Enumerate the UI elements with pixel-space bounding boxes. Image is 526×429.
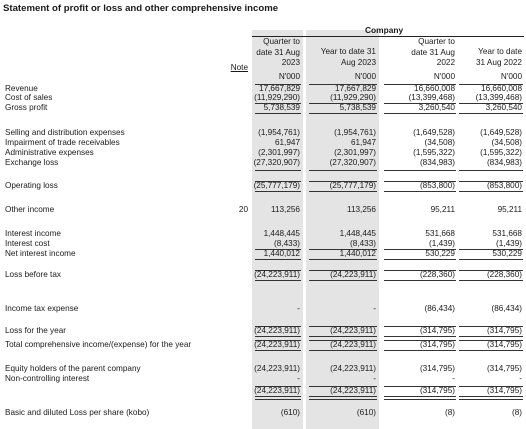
row-value-col-2: (24,223,911) bbox=[330, 364, 376, 373]
rule-line bbox=[309, 396, 377, 397]
unit-label-1: N'000 bbox=[278, 72, 300, 81]
rule-line bbox=[255, 181, 301, 182]
row-value-col-4: 531,668 bbox=[492, 229, 522, 238]
row-note: 20 bbox=[238, 205, 248, 214]
row-value-col-4: (1,439) bbox=[496, 239, 522, 248]
rule-line bbox=[384, 270, 456, 271]
row-value-col-2: 5,738,539 bbox=[339, 103, 376, 112]
rule-line bbox=[459, 280, 523, 281]
row-value-col-3: 530,229 bbox=[425, 249, 455, 258]
rule-line bbox=[309, 270, 377, 271]
row-label: Total comprehensive income/(expense) for the year bbox=[5, 340, 192, 349]
rule-line bbox=[309, 170, 377, 171]
rule-line bbox=[309, 280, 377, 281]
row-value-col-3: (314,795) bbox=[419, 340, 455, 349]
rule-line bbox=[255, 350, 301, 351]
row-label: Gross profit bbox=[5, 103, 48, 112]
row-value-col-2: (610) bbox=[356, 408, 376, 417]
rule-line bbox=[309, 249, 377, 250]
row-value-col-4: (314,795) bbox=[486, 326, 522, 335]
unit-label-2: N'000 bbox=[354, 72, 376, 81]
row-value-col-2: 17,667,829 bbox=[335, 84, 376, 93]
rule-line bbox=[255, 396, 301, 397]
column-header-1: Quarter to date 31 Aug 2023 bbox=[256, 37, 300, 67]
row-value-col-3: 3,260,540 bbox=[418, 103, 455, 112]
rule-line bbox=[459, 170, 523, 171]
row-value-col-2: (24,223,911) bbox=[330, 326, 376, 335]
row-value-col-1: (24,223,911) bbox=[254, 386, 300, 395]
row-value-col-1: 17,667,829 bbox=[259, 84, 300, 93]
row-value-col-3: (834,983) bbox=[419, 158, 455, 167]
row-value-col-1: 5,738,539 bbox=[263, 103, 300, 112]
rule-line bbox=[384, 181, 456, 182]
row-value-col-3: 16,660,008 bbox=[414, 84, 455, 93]
row-label: Interest income bbox=[5, 229, 61, 238]
rule-line bbox=[255, 103, 301, 104]
rule-line bbox=[309, 326, 377, 327]
row-value-col-1: (1,954,761) bbox=[258, 128, 300, 137]
rule-line bbox=[384, 103, 456, 104]
rule-line bbox=[459, 396, 523, 397]
row-value-col-1: (610) bbox=[280, 408, 300, 417]
row-value-col-4: (13,399,468) bbox=[475, 93, 522, 102]
rule-line bbox=[255, 280, 301, 281]
rule-line bbox=[309, 181, 377, 182]
row-value-col-1: (2,301,997) bbox=[258, 148, 300, 157]
row-value-col-2: (1,954,761) bbox=[334, 128, 376, 137]
rule-line bbox=[459, 181, 523, 182]
row-value-col-3: (1,595,322) bbox=[413, 148, 455, 157]
row-value-col-1: - bbox=[297, 374, 300, 383]
row-value-col-4: 16,660,008 bbox=[481, 84, 522, 93]
rule-line bbox=[384, 113, 456, 114]
rule-line bbox=[309, 113, 377, 114]
row-value-col-1: 61,947 bbox=[274, 138, 300, 147]
rule-line bbox=[255, 270, 301, 271]
row-value-col-1: (8,433) bbox=[274, 239, 300, 248]
row-value-col-2: - bbox=[373, 374, 376, 383]
rule-line bbox=[384, 280, 456, 281]
rule-line bbox=[309, 336, 377, 337]
rule-line bbox=[459, 336, 523, 337]
row-value-col-2: (24,223,911) bbox=[330, 340, 376, 349]
rule-line bbox=[384, 340, 456, 341]
rule-line bbox=[255, 386, 301, 387]
row-value-col-2: 113,256 bbox=[347, 205, 376, 214]
row-value-col-1: 1,448,445 bbox=[263, 229, 300, 238]
row-value-col-3: 531,668 bbox=[425, 229, 455, 238]
row-value-col-4: (1,595,322) bbox=[480, 148, 522, 157]
row-value-col-3: (314,795) bbox=[419, 364, 455, 373]
rule-line bbox=[384, 396, 456, 397]
row-value-col-3: (228,360) bbox=[419, 270, 455, 279]
row-value-col-1: (24,223,911) bbox=[254, 326, 300, 335]
row-value-col-3: 95,211 bbox=[430, 205, 455, 214]
row-value-col-1: (11,929,290) bbox=[254, 93, 300, 102]
rule-line bbox=[384, 326, 456, 327]
rule-line bbox=[255, 84, 301, 85]
rule-line bbox=[384, 170, 456, 171]
note-column-header: Note bbox=[230, 63, 248, 72]
rule-line bbox=[255, 399, 301, 400]
rule-line bbox=[384, 84, 456, 85]
rule-line bbox=[255, 336, 301, 337]
row-label: Impairment of trade receivables bbox=[5, 138, 120, 147]
row-label: Basic and diluted Loss per share (kobo) bbox=[5, 408, 150, 417]
rule-line bbox=[459, 326, 523, 327]
rule-line bbox=[459, 191, 523, 192]
row-value-col-3: (8) bbox=[444, 408, 455, 417]
row-value-col-1: 113,256 bbox=[271, 205, 300, 214]
row-label: Net interest income bbox=[5, 249, 76, 258]
unit-label-3: N'000 bbox=[433, 72, 455, 81]
row-value-col-4: 3,260,540 bbox=[485, 103, 522, 112]
rule-line bbox=[459, 399, 523, 400]
row-value-col-4: 95,211 bbox=[497, 205, 522, 214]
row-label: Income tax expense bbox=[5, 304, 79, 313]
rule-line bbox=[459, 84, 523, 85]
rule-line bbox=[384, 249, 456, 250]
rule-line bbox=[384, 350, 456, 351]
rule-line bbox=[384, 399, 456, 400]
row-value-col-3: (1,439) bbox=[429, 239, 455, 248]
rule-line bbox=[459, 259, 523, 260]
row-value-col-4: (834,983) bbox=[486, 158, 522, 167]
row-value-col-3: (34,508) bbox=[424, 138, 455, 147]
row-value-col-3: (853,800) bbox=[419, 181, 455, 190]
column-header-2: Year to date 31 Aug 2023 bbox=[320, 47, 376, 67]
row-value-col-4: (853,800) bbox=[486, 181, 522, 190]
row-value-col-2: (27,320,907) bbox=[329, 158, 376, 167]
rule-line bbox=[255, 259, 301, 260]
unit-label-4: N'000 bbox=[500, 72, 522, 81]
row-label: Administrative expenses bbox=[5, 148, 94, 157]
rule-line bbox=[459, 340, 523, 341]
rule-line bbox=[459, 103, 523, 104]
statement-title: Statement of profit or loss and other comprehensive income bbox=[3, 3, 279, 14]
row-value-col-2: (25,777,179) bbox=[329, 181, 376, 190]
rule-line bbox=[255, 340, 301, 341]
row-value-col-1: (27,320,907) bbox=[253, 158, 300, 167]
rule-line bbox=[255, 191, 301, 192]
row-value-col-3: (314,795) bbox=[419, 386, 455, 395]
row-value-col-4: (228,360) bbox=[486, 270, 522, 279]
row-value-col-4: (314,795) bbox=[486, 364, 522, 373]
row-value-col-4: (314,795) bbox=[486, 386, 522, 395]
row-value-col-2: (8,433) bbox=[350, 239, 376, 248]
row-value-col-4: (34,508) bbox=[491, 138, 522, 147]
row-value-col-2: (11,929,290) bbox=[330, 93, 376, 102]
row-value-col-3: (13,399,468) bbox=[408, 93, 455, 102]
row-value-col-2: (2,301,997) bbox=[334, 148, 376, 157]
rule-line bbox=[459, 270, 523, 271]
row-label: Loss for the year bbox=[5, 326, 66, 335]
rule-line bbox=[459, 249, 523, 250]
rule-line bbox=[309, 84, 377, 85]
rule-line bbox=[384, 336, 456, 337]
row-label: Exchange loss bbox=[5, 158, 59, 167]
row-value-col-3: - bbox=[452, 374, 455, 383]
row-value-col-1: (25,777,179) bbox=[253, 181, 300, 190]
row-label: Non-controlling interest bbox=[5, 374, 90, 383]
rule-line bbox=[255, 326, 301, 327]
rule-line bbox=[459, 350, 523, 351]
row-value-col-1: (24,223,911) bbox=[254, 340, 300, 349]
row-label: Other income bbox=[5, 205, 55, 214]
row-value-col-4: (8) bbox=[511, 408, 522, 417]
rule-line bbox=[384, 191, 456, 192]
rule-line bbox=[309, 399, 377, 400]
row-value-col-2: (24,223,911) bbox=[330, 386, 376, 395]
rule-line bbox=[459, 113, 523, 114]
rule-line bbox=[255, 249, 301, 250]
row-value-col-3: (1,649,528) bbox=[413, 128, 455, 137]
row-value-col-4: 530,229 bbox=[492, 249, 522, 258]
row-label: Loss before tax bbox=[5, 270, 61, 279]
row-label: Selling and distribution expenses bbox=[5, 128, 125, 137]
row-value-col-4: (86,434) bbox=[491, 304, 522, 313]
row-label: Equity holders of the parent company bbox=[5, 364, 141, 373]
row-value-col-4: (314,795) bbox=[486, 340, 522, 349]
row-label: Interest cost bbox=[5, 239, 50, 248]
row-value-col-4: - bbox=[519, 374, 522, 383]
row-value-col-1: (24,223,911) bbox=[254, 270, 300, 279]
rule-line bbox=[309, 191, 377, 192]
row-value-col-2: - bbox=[373, 304, 376, 313]
row-value-col-2: 1,440,012 bbox=[339, 249, 376, 258]
rule-line bbox=[309, 259, 377, 260]
rule-line bbox=[309, 103, 377, 104]
column-header-4: Year to date 31 Aug 2022 bbox=[476, 47, 522, 67]
rule-line bbox=[255, 170, 301, 171]
rule-line bbox=[309, 386, 377, 387]
rule-line bbox=[459, 386, 523, 387]
row-value-col-1: 1,440,012 bbox=[263, 249, 300, 258]
rule-line bbox=[384, 259, 456, 260]
row-label: Cost of sales bbox=[5, 93, 53, 102]
row-value-col-3: (314,795) bbox=[419, 326, 455, 335]
row-value-col-2: (24,223,911) bbox=[330, 270, 376, 279]
company-header: Company bbox=[365, 25, 404, 35]
rule-line bbox=[255, 113, 301, 114]
row-value-col-1: (24,223,911) bbox=[254, 364, 300, 373]
row-value-col-1: - bbox=[297, 304, 300, 313]
row-value-col-4: (1,649,528) bbox=[480, 128, 522, 137]
row-value-col-2: 1,448,445 bbox=[339, 229, 376, 238]
row-value-col-3: (86,434) bbox=[424, 304, 455, 313]
rule-line bbox=[384, 386, 456, 387]
row-value-col-2: 61,947 bbox=[350, 138, 376, 147]
rule-line bbox=[309, 350, 377, 351]
rule-line bbox=[309, 340, 377, 341]
column-header-3: Quarter to date 31 Aug 2022 bbox=[411, 37, 455, 67]
row-label: Revenue bbox=[5, 84, 38, 93]
row-label: Operating loss bbox=[5, 181, 58, 190]
